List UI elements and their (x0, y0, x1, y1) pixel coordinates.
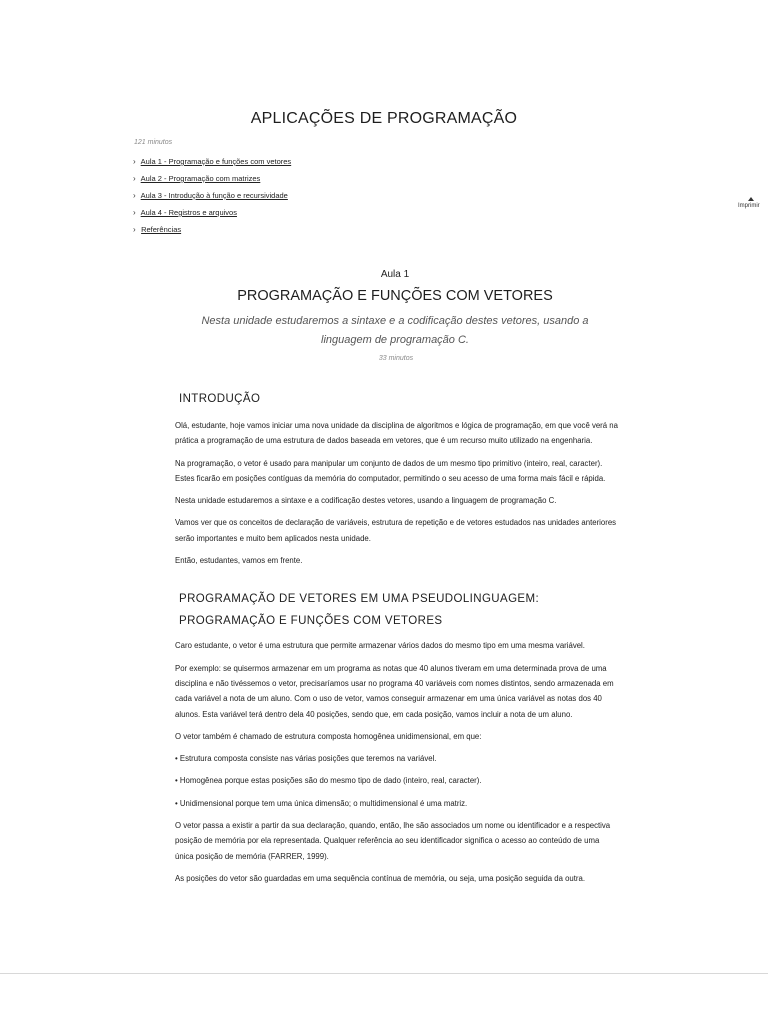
lesson-content (175, 388, 620, 893)
paragraph: Nesta unidade estudaremos a sintaxe e a codificação destes vetores, usando a linguagem de programação C. (175, 496, 557, 506)
paragraph: Por exemplo: se quisermos armazenar em um programa as notas que 40 alunos tiveram em uma determinada prova de uma disciplina e não tivéssemos o vetor, precisaríamos usar no programa 40 variáveis com nomes distintos, sendo armazenada em cada variável a nota de um aluno. Com o uso de vetor, vamos conseguir armazenar em uma única variável as notas dos 40 alunos. Esta variável terá dentro dela 40 posições, sendo que, em cada posição, vamos incluir a nota de um aluno. (175, 663, 614, 719)
chevron-right-icon: › (133, 191, 136, 200)
page-divider (0, 973, 768, 974)
toc-item-aula-2[interactable] (133, 173, 291, 190)
bullet-item: • Homogênea porque estas posições são do mesmo tipo de dado (inteiro, real, caracter). (175, 776, 482, 786)
bullet-item: • Unidimensional porque tem uma única dimensão; o multidimensional é uma matriz. (175, 798, 468, 808)
toc-link-referencias[interactable]: Referências (141, 225, 182, 234)
toc-link-aula-3[interactable]: Aula 3 - Introdução à função e recursividade (140, 191, 288, 200)
section-heading-vetores: PROGRAMAÇÃO DE VETORES EM UMA PSEUDOLINGUAGEM: PROGRAMAÇÃO E FUNÇÕES COM VETORES (179, 593, 540, 628)
table-of-contents (133, 156, 291, 241)
lesson-subtitle: Nesta unidade estudaremos a sintaxe e a codificação destes vetores, usando a linguagem de programação C. (201, 315, 589, 346)
toc-link-aula-1[interactable]: Aula 1 - Programação e funções com vetores (140, 157, 292, 166)
course-duration: 121 minutos (134, 139, 173, 146)
paragraph: Vamos ver que os conceitos de declaração de variáveis, estrutura de repetição e de vetores estudados nas unidades anteriores serão importantes e muito bem aplicados nesta unidade. (175, 518, 617, 543)
toc-item-aula-1[interactable] (133, 156, 291, 173)
chevron-right-icon: › (133, 174, 136, 183)
paragraph: Então, estudantes, vamos em frente. (175, 556, 303, 566)
print-button[interactable] (738, 197, 768, 209)
arrow-up-icon (748, 197, 754, 201)
toc-item-referencias[interactable] (133, 224, 291, 241)
paragraph: Caro estudante, o vetor é uma estrutura que permite armazenar vários dados do mesmo tipo em uma mesma variável. (175, 641, 585, 651)
lesson-label: Aula 1 (380, 269, 410, 280)
bullet-item: • Estrutura composta consiste nas várias posições que teremos na variável. (175, 754, 437, 764)
chevron-right-icon: › (133, 208, 136, 217)
page-title: APLICAÇÕES DE PROGRAMAÇÃO (250, 110, 518, 127)
section-heading-introducao: INTRODUÇÃO (179, 393, 261, 405)
paragraph: As posições do vetor são guardadas em uma sequência contínua de memória, ou seja, uma posição seguida da outra. (175, 873, 586, 883)
chevron-right-icon: › (133, 157, 136, 166)
toc-item-aula-3[interactable] (133, 190, 291, 207)
paragraph: O vetor também é chamado de estrutura composta homogênea unidimensional, em que: (175, 731, 482, 741)
chevron-right-icon: › (133, 225, 136, 234)
paragraph: Na programação, o vetor é usado para manipular um conjunto de dados de um mesmo tipo primitivo (inteiro, real, caracter). Estes ficarão em posições contíguas da memória do computador, permitindo o seu acesso de uma forma mais fácil e rápida. (175, 458, 606, 483)
section-vetores (175, 588, 620, 886)
toc-link-aula-2[interactable]: Aula 2 - Programação com matrizes (140, 174, 261, 183)
lesson-duration: 33 minutos (378, 355, 414, 362)
paragraph: Olá, estudante, hoje vamos iniciar uma nova unidade da disciplina de algoritmos e lógica de programação, em que você verá na prática a programação de uma estrutura de dados baseada em vetores, que é um recurso muito utilizado na engenharia. (175, 421, 618, 446)
print-label: Imprimir (738, 203, 760, 209)
toc-link-aula-4[interactable]: Aula 4 - Registros e arquivos (140, 208, 237, 217)
paragraph: O vetor passa a existir a partir da sua declaração, quando, então, lhe são associados um nome ou identificador e a respectiva posição de memória por ela representada. Qualquer referência ao seu identificador significa o acesso ao conteúdo de uma única posição de memória (FARRER, 1999). (175, 821, 611, 861)
lesson-title: PROGRAMAÇÃO E FUNÇÕES COM VETORES (237, 288, 553, 304)
toc-item-aula-4[interactable] (133, 207, 291, 224)
